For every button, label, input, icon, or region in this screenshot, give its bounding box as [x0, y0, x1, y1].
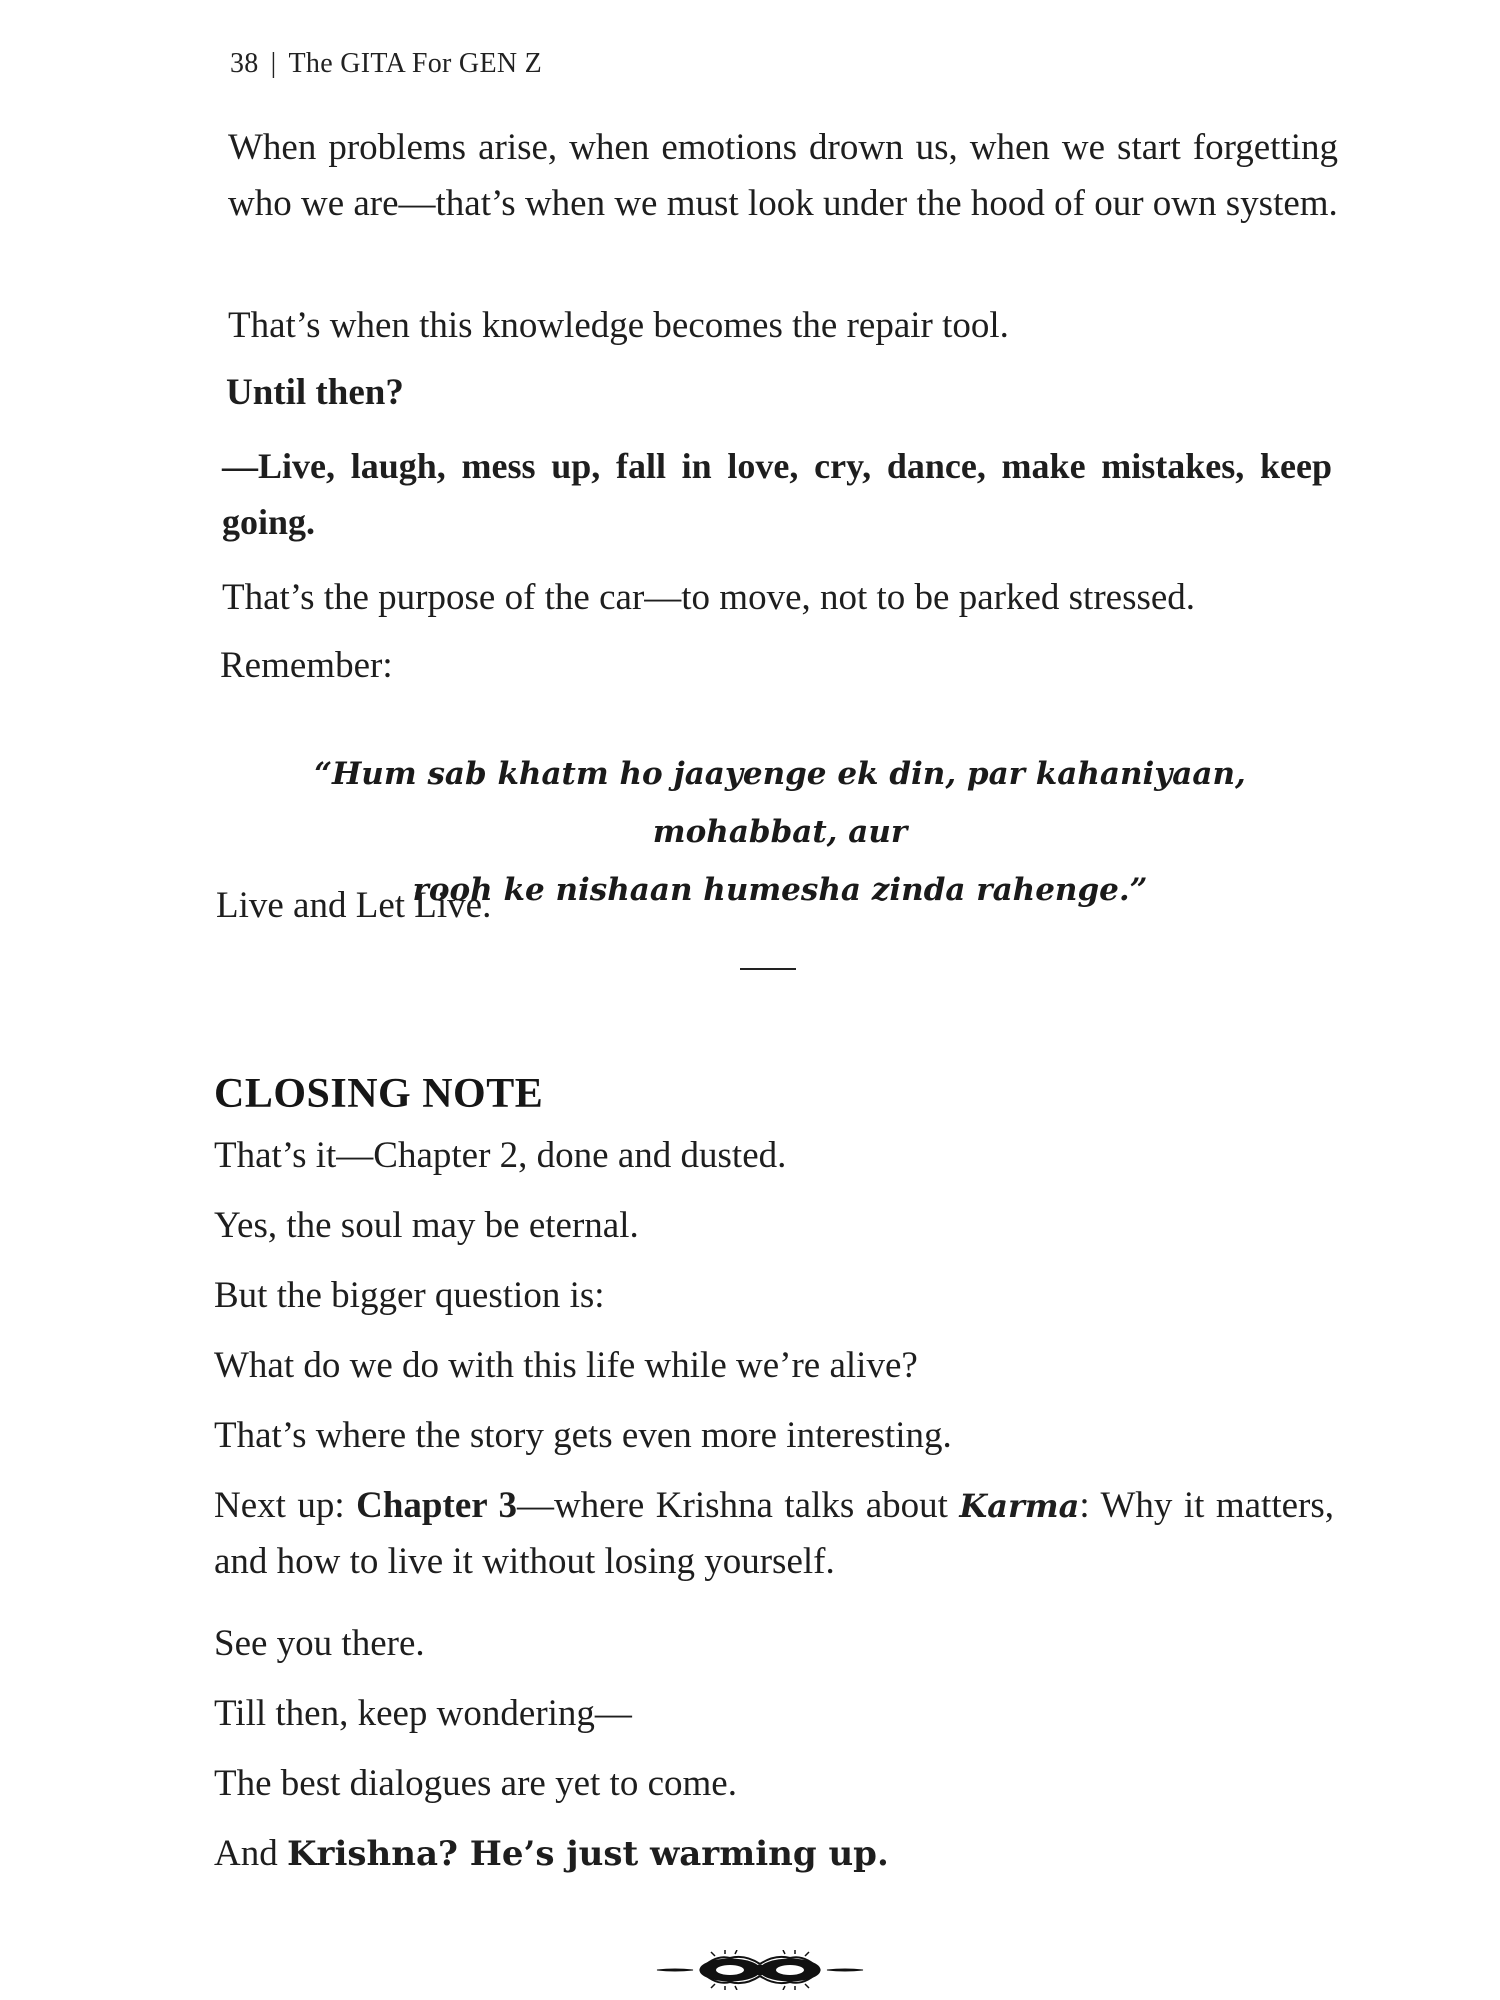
- closing-line-keep-wondering: Till then, keep wondering—: [214, 1693, 632, 1734]
- last-line-bold: Krishna? He’s just warming up.: [286, 1834, 889, 1874]
- next-up-mid: —where Krishna talks about: [516, 1485, 960, 1526]
- closing-line-dialogues: The best dialogues are yet to come.: [214, 1763, 737, 1804]
- closing-next-up: [214, 1478, 1334, 1590]
- paragraph-live-and-let-live: Live and Let Live.: [216, 885, 492, 926]
- paragraph-car-purpose: That’s the purpose of the car—to move, not to be parked stressed.: [222, 577, 1196, 618]
- closing-line-bigger-question: But the bigger question is:: [214, 1275, 605, 1316]
- header-separator: |: [270, 48, 277, 79]
- last-line-prefix: And: [214, 1833, 287, 1874]
- closing-line-this-life: What do we do with this life while we’re alive?: [214, 1345, 918, 1386]
- paragraph-repair-tool: That’s when this knowledge becomes the repair tool.: [228, 305, 1009, 346]
- closing-line-chapter-done: That’s it—Chapter 2, done and dusted.: [214, 1135, 787, 1176]
- paragraph-until-then: Until then?: [226, 372, 404, 413]
- next-up-prefix: Next up:: [214, 1485, 357, 1526]
- paragraph-remember: Remember:: [220, 645, 393, 686]
- next-chapter: Chapter 3: [356, 1485, 517, 1526]
- closing-note-heading: CLOSING NOTE: [214, 1071, 544, 1117]
- page-number: 38: [230, 48, 259, 79]
- next-up-suffix: : Why it matters, and how to live it without losing yourself.: [214, 1485, 1335, 1582]
- closing-line-story: That’s where the story gets even more interesting.: [214, 1415, 952, 1456]
- quote-line-2: rooh ke nishaan humesha zinda rahenge.”: [412, 872, 1148, 908]
- running-header: [230, 48, 542, 80]
- section-divider: [740, 968, 796, 970]
- decorative-flourish-icon: [655, 1950, 865, 1990]
- paragraph-live-laugh: —Live, laugh, mess up, fall in love, cry, dance, make mistakes, keep going.: [222, 446, 1332, 542]
- closing-line-warming-up: [214, 1826, 1334, 1882]
- closing-line-soul-eternal: Yes, the soul may be eternal.: [214, 1205, 639, 1246]
- closing-line-see-you: See you there.: [214, 1623, 425, 1664]
- paragraph-problems: When problems arise, when emotions drown us, when we start forgetting who we are—that’s when we must look under the hood of our own system.: [228, 127, 1338, 224]
- book-title: The GITA For GEN Z: [288, 48, 543, 79]
- quote-line-1: “Hum sab khatm ho jaayenge ek din, par kahaniyaan, mohabbat, aur: [314, 756, 1246, 850]
- karma-term: Karma: [959, 1487, 1080, 1525]
